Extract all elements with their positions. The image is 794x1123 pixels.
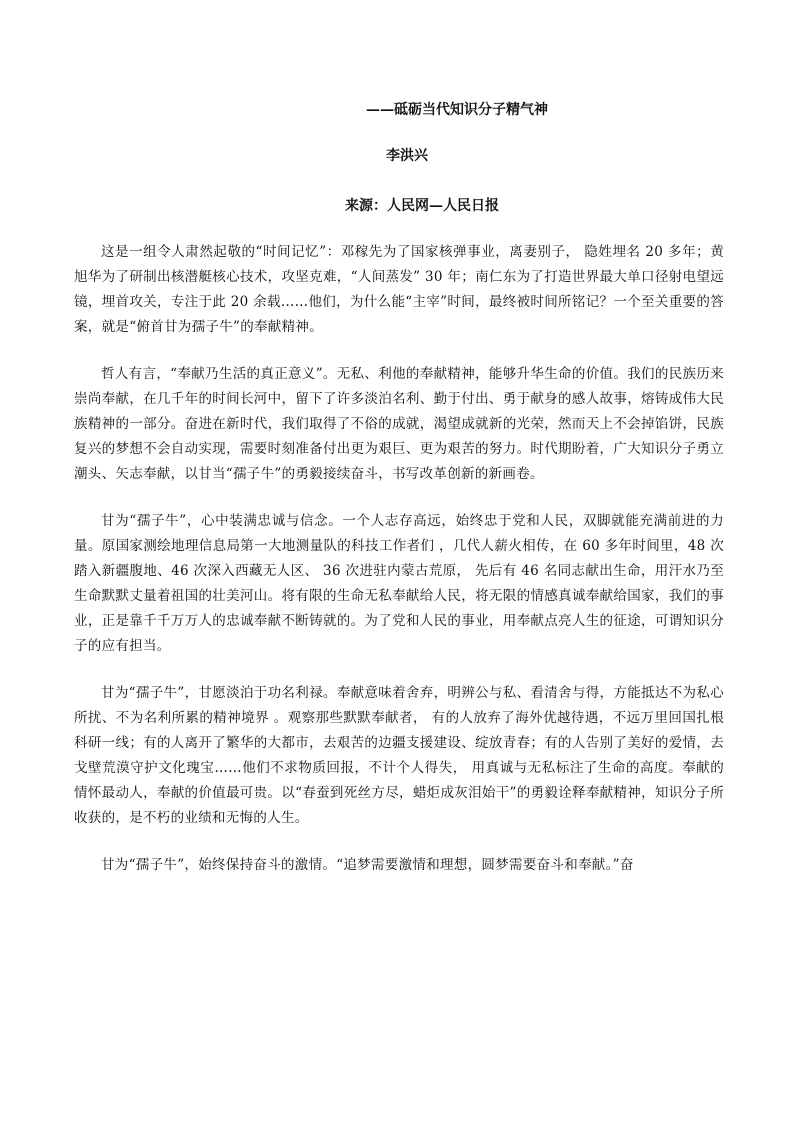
paragraph: 甘为“孺子牛”，心中装满忠诚与信念。一个人志存高远，始终忠于党和人民，双脚就能充满前进的力量。原国家测绘地理信息局第一大地测量队的科技工作者们 ，几代人薪火相传，在 60 多年时间里，48 次踏入新疆腹地、46 次深入西藏无人区、 36 次进驻内蒙古荒原， 先后有 46 名同志献出生命，用汗水乃至生命默默丈量着祖国的壮美河山。将有限的生命无私奉献给人民，将无限的情感真诚奉献给国家，我们的事业，正是靠千千万万人的忠诚奉献不断铸就的。为了党和人民的事业，用奉献点亮人生的征途，可谓知识分子的应有担当。	[74, 513, 724, 654]
article-author: 李洪兴	[386, 148, 428, 164]
article-subtitle: ——砥砺当代知识分子精气神	[366, 102, 548, 118]
paragraph: 哲人有言，“奉献乃生活的真正意义”。无私、利他的奉献精神，能够升华生命的价值。我们的民族历来崇尚奉献，在几千年的时间长河中，留下了许多淡泊名利、勤于付出、勇于献身的感人故事，熔铸成伟大民族精神的一部分。奋进在新时代，我们取得了不俗的成就，渴望成就新的光荣，然而天上不会掉馅饼，民族复兴的梦想不会自动实现，需要时刻准备付出更为艰巨、更为艰苦的努力。时代期盼着，广大知识分子勇立潮头、矢志奉献，以甘当“孺子牛”的勇毅接续奋斗，书写改革创新的新画卷。	[74, 366, 724, 482]
paragraph: 这是一组令人肃然起敬的“时间记忆”：邓稼先为了国家核弹事业，离妻别子， 隐姓埋名 20 多年；黄旭华为了研制出核潜艇核心技术，攻坚克难，“人间蒸发” 30 年；南仁东为了打造世界最大单口径射电望远镜，埋首攻关，专注于此 20 余载……他们，为什么能“主宰”时间，最终被时间所铭记？一个至关重要的答案，就是“俯首甘为孺子牛”的奉献精神。	[74, 244, 724, 335]
article-body	[74, 240, 724, 878]
paragraph: 甘为“孺子牛”，始终保持奋斗的激情。“追梦需要激情和理想，圆梦需要奋斗和奉献。”奋	[101, 857, 634, 873]
article-source: 来源：人民网—人民日报	[345, 198, 499, 214]
paragraph: 甘为“孺子牛”，甘愿淡泊于功名利禄。奉献意味着舍弃，明辨公与私、看清舍与得，方能抵达不为私心所扰、不为名利所累的精神境界 。观察那些默默奉献者， 有的人放弃了海外优越待遇，不远万里回国扎根科研一线；有的人离开了繁华的大都市，去艰苦的边疆支援建设、绽放青春；有的人告别了美好的爱情，去戈壁荒漠守护文化瑰宝……他们不求物质回报，不计个人得失， 用真诚与无私标注了生命的高度。奉献的情怀最动人，奉献的价值最可贵。以“春蚕到死丝方尽，蜡炬成灰泪始干”的勇毅诠释奉献精神，知识分子所收获的，是不朽的业绩和无悔的人生。	[74, 685, 724, 826]
